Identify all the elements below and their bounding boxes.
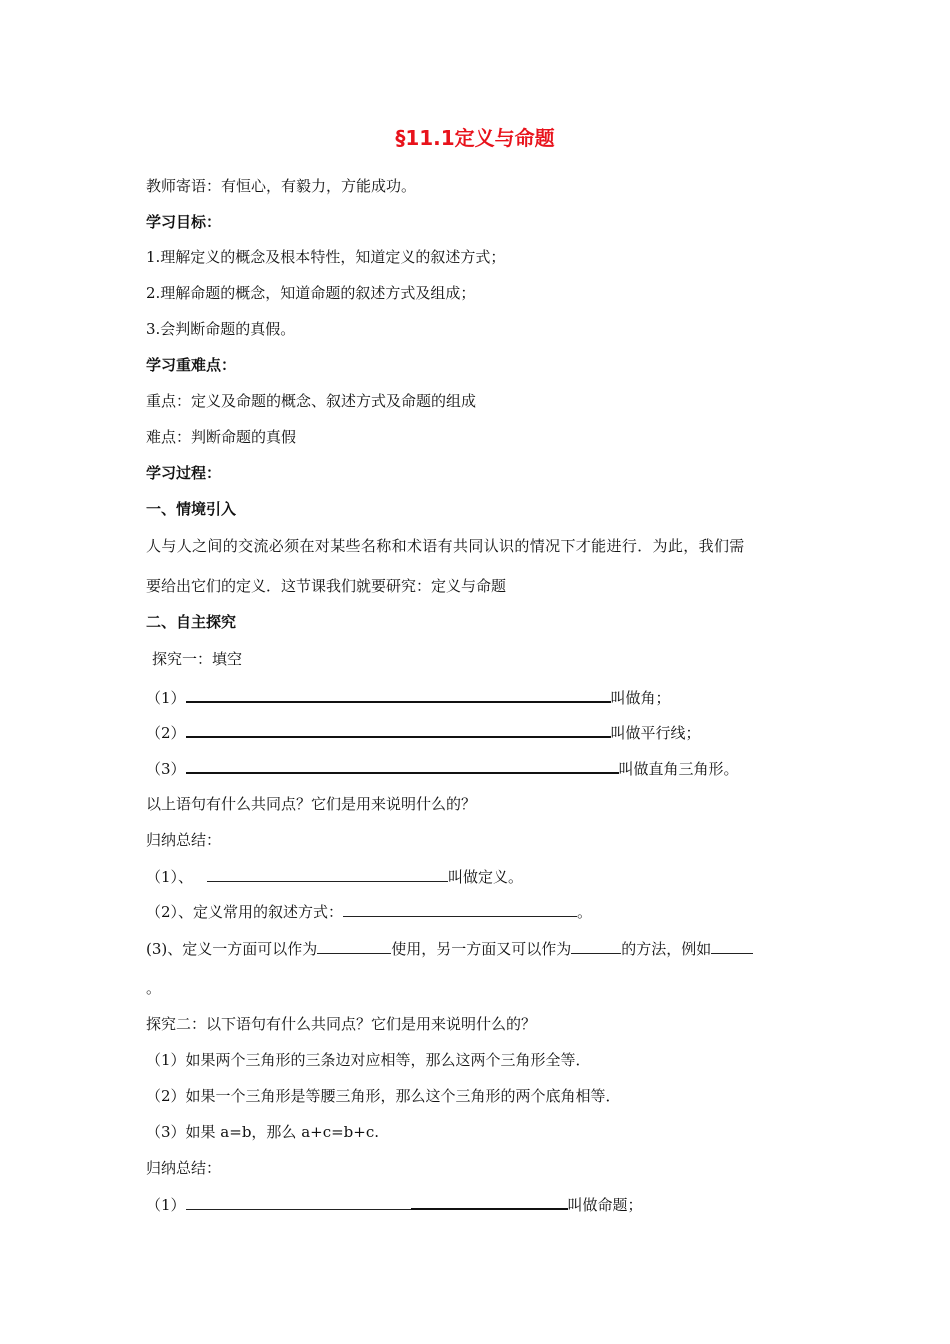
answer-blank[interactable] bbox=[711, 937, 753, 954]
summary-prefix: （2）、定义常用的叙述方式： bbox=[146, 903, 344, 921]
summary-suffix: 。 bbox=[577, 903, 593, 921]
summary-text: 的方法，例如 bbox=[621, 940, 712, 958]
difficult-point: 难点：判断命题的真假 bbox=[146, 428, 297, 446]
fill-blank-row bbox=[146, 685, 671, 709]
answer-blank[interactable] bbox=[343, 900, 577, 917]
section2-heading: 二、自主探究 bbox=[146, 613, 237, 631]
summary-end: 。 bbox=[146, 979, 162, 997]
section1-heading: 一、情境引入 bbox=[146, 500, 237, 518]
item-number: （2） bbox=[146, 724, 186, 742]
item-suffix: 叫做角； bbox=[610, 689, 671, 707]
summary-prefix: （1）、 bbox=[146, 868, 194, 886]
answer-blank[interactable] bbox=[411, 1192, 568, 1210]
explore2-item: （1）如果两个三角形的三条边对应相等，那么这两个三角形全等． bbox=[146, 1051, 591, 1069]
fill-blank-row bbox=[146, 756, 739, 780]
summary-heading: 归纳总结： bbox=[146, 831, 222, 849]
answer-blank[interactable] bbox=[186, 720, 611, 738]
objective-item: 3.会判断命题的真假。 bbox=[146, 320, 296, 338]
objectives-heading: 学习目标： bbox=[146, 213, 222, 231]
answer-blank[interactable] bbox=[186, 685, 611, 703]
document-title: §11.1定义与命题 bbox=[395, 126, 555, 150]
item-suffix: 叫做直角三角形。 bbox=[618, 760, 739, 778]
objective-item: 1.理解定义的概念及根本特性，知道定义的叙述方式； bbox=[146, 248, 506, 266]
explore2-title: 探究二：以下语句有什么共同点？它们是用来说明什么的？ bbox=[146, 1015, 537, 1033]
process-heading: 学习过程： bbox=[146, 464, 222, 482]
summary-suffix: 叫做命题； bbox=[567, 1196, 643, 1214]
summary-text: 使用，另一方面又可以作为 bbox=[391, 940, 572, 958]
item-number: （3） bbox=[146, 760, 186, 778]
explore2-item: （2）如果一个三角形是等腰三角形，那么这个三角形的两个底角相等． bbox=[146, 1087, 621, 1105]
answer-blank[interactable] bbox=[186, 756, 619, 774]
summary-row bbox=[146, 1192, 643, 1216]
summary-row bbox=[146, 937, 753, 960]
section1-paragraph-line: 人与人之间的交流必须在对某些名称和术语有共同认识的情况下才能进行．为此，我们需 bbox=[146, 537, 745, 555]
key-points-heading: 学习重难点： bbox=[146, 356, 237, 374]
explore1-title: 探究一：填空 bbox=[152, 650, 243, 668]
answer-blank[interactable] bbox=[317, 937, 391, 954]
section1-paragraph-line: 要给出它们的定义．这节课我们就要研究：定义与命题 bbox=[146, 577, 507, 595]
summary-prefix: （1） bbox=[146, 1196, 186, 1214]
answer-blank[interactable] bbox=[207, 865, 448, 882]
summary-row bbox=[146, 900, 592, 923]
objective-item: 2.理解命题的概念，知道命题的叙述方式及组成； bbox=[146, 284, 476, 302]
summary-heading: 归纳总结： bbox=[146, 1159, 222, 1177]
answer-blank[interactable] bbox=[571, 937, 621, 954]
answer-blank[interactable] bbox=[186, 1193, 411, 1210]
teacher-message: 教师寄语：有恒心，有毅力，方能成功。 bbox=[146, 177, 417, 195]
summary-row bbox=[146, 865, 523, 888]
summary-suffix: 叫做定义。 bbox=[448, 868, 524, 886]
fill-blank-row bbox=[146, 720, 701, 744]
explore2-item: （3）如果 a=b，那么 a+c=b+c. bbox=[146, 1123, 380, 1141]
item-suffix: 叫做平行线； bbox=[610, 724, 701, 742]
item-number: （1） bbox=[146, 689, 186, 707]
summary-text: (3)、定义一方面可以作为 bbox=[146, 940, 318, 958]
explore1-question: 以上语句有什么共同点？它们是用来说明什么的？ bbox=[146, 795, 477, 813]
key-point: 重点：定义及命题的概念、叙述方式及命题的组成 bbox=[146, 392, 477, 410]
